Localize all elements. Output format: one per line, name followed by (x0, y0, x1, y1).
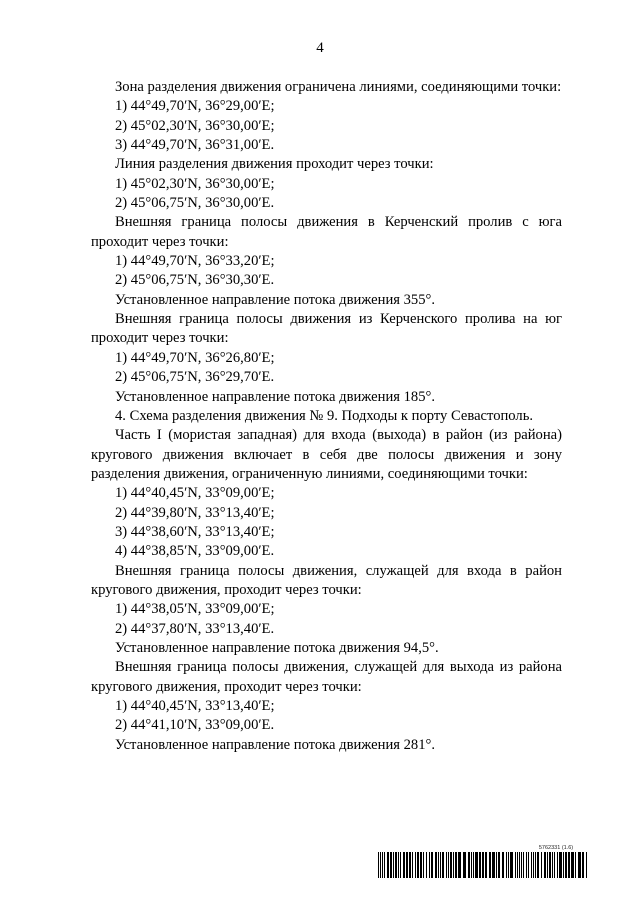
paragraph: 2) 45°02,30′N, 36°30,00′E; (115, 117, 275, 134)
paragraph: Внешняя граница полосы движения из Керченского пролива на юг проходит через точки: (91, 311, 562, 347)
paragraph: 4. Схема разделения движения № 9. Подходы к порту Севастополь. (115, 407, 534, 424)
document-code: 5762331 (1.6) (538, 845, 574, 851)
paragraph: 3) 44°49,70′N, 36°31,00′E. (115, 137, 275, 154)
paragraph: Установленное направление потока движения 185°. (115, 388, 435, 405)
paragraph: 2) 44°41,10′N, 33°09,00′E. (115, 717, 275, 734)
paragraph: Зона разделения движения ограничена линиями, соединяющими точки: (115, 79, 562, 95)
paragraph: Внешняя граница полосы движения, служащей для выхода из района кругового движения, проходит через точки: (91, 659, 562, 695)
paragraph: Внешняя граница полосы движения в Керченский пролив с юга проходит через точки: (91, 214, 562, 250)
document-body (91, 78, 562, 755)
paragraph: 1) 44°38,05′N, 33°09,00′E; (115, 601, 275, 618)
paragraph: Часть I (мористая западная) для входа (выхода) в район (из района) кругового движения включает в себя две полосы движения и зону разделения движения, ограниченную линиями, соединяющими точки: (91, 427, 562, 482)
page-number: 4 (316, 40, 324, 56)
paragraph: 1) 44°40,45′N, 33°09,00′E; (115, 485, 275, 502)
paragraph: Внешняя граница полосы движения, служащей для входа в район кругового движения, проходит через точки: (91, 562, 562, 598)
paragraph: 1) 44°49,70′N, 36°29,00′E; (115, 98, 275, 115)
paragraph: 3) 44°38,60′N, 33°13,40′E; (115, 523, 275, 540)
paragraph: 1) 44°40,45′N, 33°13,40′E; (115, 698, 275, 714)
paragraph: Установленное направление потока движения 94,5°. (115, 639, 439, 656)
paragraph: 2) 45°06,75′N, 36°30,30′E. (115, 272, 275, 289)
barcode (378, 852, 588, 878)
paragraph: 1) 44°49,70′N, 36°33,20′E; (115, 253, 275, 270)
paragraph: 2) 44°39,80′N, 33°13,40′E; (115, 504, 275, 521)
paragraph: 1) 44°49,70′N, 36°26,80′E; (115, 349, 275, 366)
paragraph: 4) 44°38,85′N, 33°09,00′E. (115, 543, 275, 560)
paragraph: 1) 45°02,30′N, 36°30,00′E; (115, 175, 275, 192)
paragraph: 2) 44°37,80′N, 33°13,40′E. (115, 620, 275, 637)
paragraph: Установленное направление потока движения 355°. (115, 291, 435, 308)
paragraph: 2) 45°06,75′N, 36°30,00′E. (115, 195, 275, 212)
paragraph: 2) 45°06,75′N, 36°29,70′E. (115, 369, 275, 386)
paragraph: Установленное направление потока движения 281°. (115, 736, 435, 753)
paragraph: Линия разделения движения проходит через точки: (115, 156, 434, 173)
